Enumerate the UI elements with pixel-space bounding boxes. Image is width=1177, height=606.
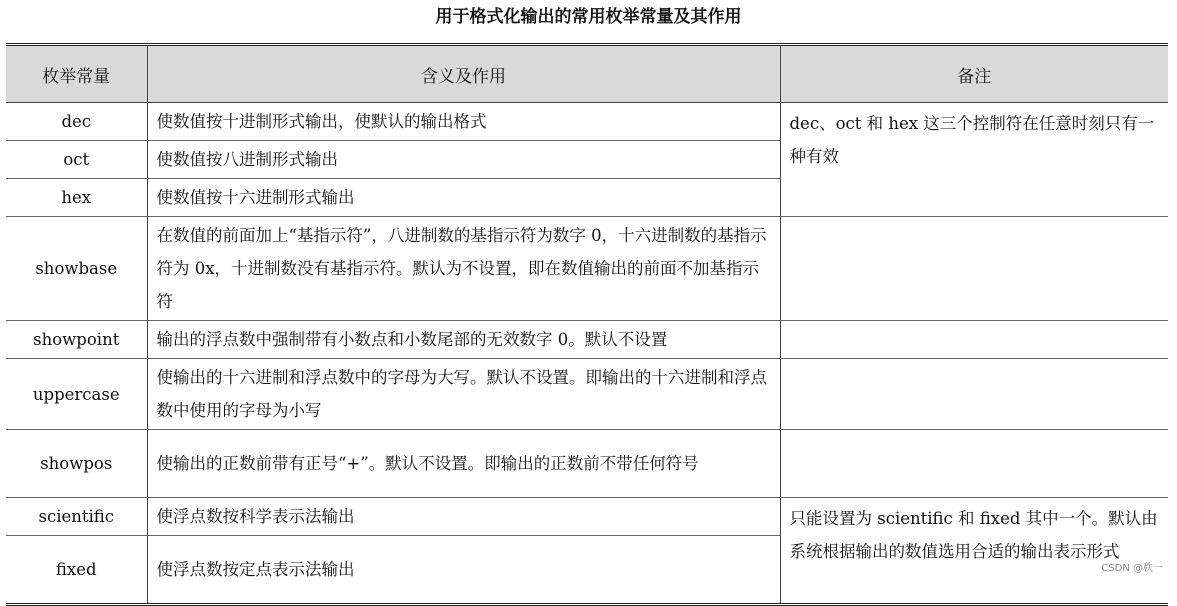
header-row: [6, 45, 1168, 103]
header-meaning: 含义及作用: [147, 45, 780, 103]
constant-desc: 输出的浮点数中强制带有小数点和小数尾部的无效数字 0。默认不设置: [147, 321, 780, 359]
table-row: [6, 498, 1168, 536]
constant-name: uppercase: [6, 359, 147, 430]
constant-name: hex: [6, 179, 147, 217]
watermark: CSDN @秩一: [1101, 563, 1163, 574]
table-row: [6, 321, 1168, 359]
table-row: [6, 430, 1168, 498]
header-remark: 备注: [780, 45, 1168, 103]
constant-desc: 使浮点数按科学表示法输出: [147, 498, 780, 536]
constant-name: oct: [6, 141, 147, 179]
constant-desc: 在数值的前面加上“基指示符”，八进制数的基指示符为数字 0，十六进制数的基指示符为 0x，十进制数没有基指示符。默认为不设置，即在数值输出的前面不加基指示符: [147, 217, 780, 321]
remark-base: dec、oct 和 hex 这三个控制符在任意时刻只有一种有效: [780, 103, 1168, 217]
constant-desc: 使数值按十六进制形式输出: [147, 179, 780, 217]
table-row: [6, 103, 1168, 141]
constant-name: fixed: [6, 536, 147, 605]
remark-float: 只能设置为 scientific 和 fixed 其中一个。默认由系统根据输出的数值选用合适的输出表示形式: [780, 498, 1168, 605]
table-row: [6, 359, 1168, 430]
remark-empty: [780, 321, 1168, 359]
constant-desc: 使数值按八进制形式输出: [147, 141, 780, 179]
header-constant: 枚举常量: [6, 45, 147, 103]
constant-name: scientific: [6, 498, 147, 536]
constant-name: showbase: [6, 217, 147, 321]
remark-empty: [780, 217, 1168, 321]
constant-desc: 使输出的十六进制和浮点数中的字母为大写。默认不设置。即输出的十六进制和浮点数中使用的字母为小写: [147, 359, 780, 430]
constant-name: showpos: [6, 430, 147, 498]
table-row: [6, 217, 1168, 321]
constant-desc: 使浮点数按定点表示法输出: [147, 536, 780, 605]
remark-empty: [780, 359, 1168, 430]
constant-name: dec: [6, 103, 147, 141]
constant-desc: 使输出的正数前带有正号“+”。默认不设置。即输出的正数前不带任何符号: [147, 430, 780, 498]
table-title: 用于格式化输出的常用枚举常量及其作用: [435, 7, 742, 27]
constant-name: showpoint: [6, 321, 147, 359]
enum-constants-table: [6, 43, 1168, 606]
remark-empty: [780, 430, 1168, 498]
constant-desc: 使数值按十进制形式输出，使默认的输出格式: [147, 103, 780, 141]
